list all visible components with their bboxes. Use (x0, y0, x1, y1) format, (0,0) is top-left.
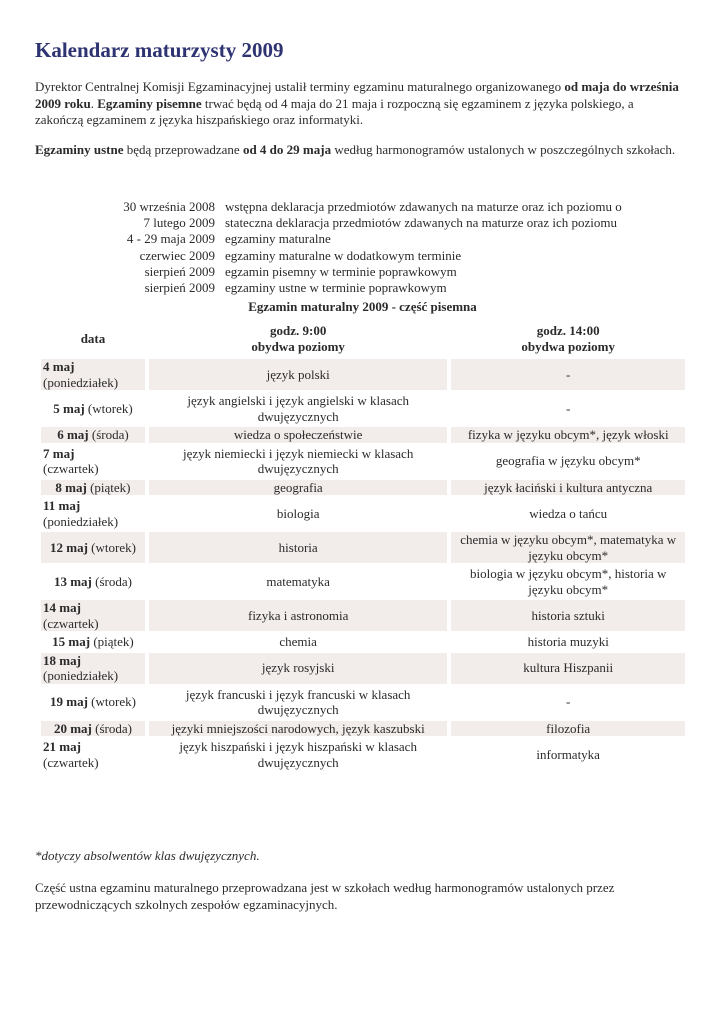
cell-date (41, 393, 145, 424)
cell-weekday: (czwartek) (43, 754, 99, 770)
table-row (41, 687, 685, 718)
cell-day: 21 maj (43, 739, 81, 754)
cell-morning-exam: historia (149, 532, 447, 563)
cell-afternoon-exam: wiedza o tańcu (529, 505, 608, 521)
table-row (41, 653, 685, 684)
cell-morning-exam: język polski (149, 359, 447, 390)
header-date: data (80, 330, 106, 346)
cell-date (41, 532, 145, 563)
timeline-date: 4 - 29 maja 2009 (126, 231, 215, 247)
timeline-description: stateczna deklaracja przedmiotów zdawanych na maturze oraz ich poziomu (225, 215, 617, 231)
table-row (41, 739, 685, 770)
cell-date (41, 359, 145, 390)
cell-day: 5 maj (53, 400, 85, 416)
table-row (41, 446, 685, 477)
table-row (41, 498, 685, 529)
header-morning (149, 321, 447, 356)
timeline-list (75, 199, 622, 296)
cell-day: 8 maj (55, 479, 87, 495)
cell-morning-exam: język angielski i język angielski w klasach dwujęzycznych (187, 393, 409, 424)
cell-date (41, 600, 145, 631)
table-row (41, 634, 685, 650)
intro-text-3: trwać będą od 4 maja do 21 maja i rozpoczną się egzaminem z języka polskiego, a zakończą egzaminem z języka hiszpańskiego oraz informatyki. (35, 95, 634, 127)
cell-morning-exam: matematyka (266, 573, 330, 589)
cell-day: 20 maj (53, 720, 92, 736)
timeline-date: czerwiec 2009 (139, 247, 215, 263)
intro-bold-1: od maja do września 2009 roku (35, 79, 679, 111)
timeline-description: egzaminy maturalne (225, 231, 331, 247)
oral-text-1: będą przeprowadzane (123, 142, 243, 157)
cell-morning-exam: chemia (279, 634, 317, 649)
intro-text-2: . (90, 95, 98, 111)
cell-morning-exam: język niemiecki i język niemiecki w klasach dwujęzycznych (183, 445, 414, 476)
timeline-item (75, 215, 622, 231)
cell-morning-exam: języki mniejszości narodowych, język kaszubski (149, 721, 447, 737)
cell-date (41, 446, 145, 477)
cell-day: 19 maj (50, 694, 88, 710)
footnote: *dotyczy absolwentów klas dwujęzycznych. (35, 848, 260, 863)
timeline-description: wstępna deklaracja przedmiotów zdawanych na maturze oraz ich poziomu o (225, 199, 622, 214)
table-row (41, 393, 685, 424)
cell-afternoon-exam: informatyka (536, 746, 600, 762)
closing-paragraph: Część ustna egzaminu maturalnego przeprowadzana jest w szkołach według harmonogramów ustalonych przez przewodniczących szkolnych zespołów egzaminacyjnych. (35, 880, 615, 912)
table-header-row (41, 321, 685, 356)
cell-weekday: (piątek) (93, 634, 134, 649)
header-afternoon (451, 321, 685, 356)
cell-weekday: (środa) (95, 573, 132, 589)
cell-weekday: (poniedziałek) (43, 374, 119, 390)
table-row (41, 359, 685, 390)
cell-day: 6 maj (57, 427, 89, 442)
timeline-date: sierpień 2009 (144, 280, 215, 296)
intro-bold-2: Egzaminy pisemne (97, 95, 202, 111)
cell-day: 14 maj (43, 600, 81, 615)
cell-weekday: (środa) (91, 427, 129, 442)
cell-afternoon-exam: - (566, 400, 571, 416)
timeline-item (75, 280, 622, 296)
table-body (41, 359, 685, 770)
timeline-date: sierpień 2009 (144, 263, 215, 279)
cell-morning-exam: język francuski i język francuski w klasach dwujęzycznych (185, 686, 411, 717)
header-morning-time: godz. 9:00 (270, 323, 327, 338)
oral-text-2: według harmonogramów ustalonych w poszczególnych szkołach. (331, 142, 676, 157)
cell-date (41, 721, 145, 737)
cell-afternoon-exam: fizyka w języku obcym*, język włoski (451, 427, 685, 443)
timeline-description: egzamin pisemny w terminie poprawkowym (225, 263, 457, 279)
timeline-description: egzaminy maturalne w dodatkowym terminie (225, 247, 462, 263)
table-row (41, 721, 685, 737)
cell-date (41, 480, 145, 496)
table-row (41, 600, 685, 631)
timeline-item (75, 264, 622, 280)
intro-text-1: Dyrektor Centralnej Komisji Egzaminacyjnej ustalił terminy egzaminu maturalnego organizowanego (35, 79, 565, 94)
page-title: Kalendarz maturzysty 2009 (35, 38, 284, 62)
cell-day: 15 maj (52, 634, 91, 649)
cell-date (41, 739, 145, 770)
cell-morning-exam: biologia (276, 505, 320, 521)
cell-day: 4 maj (43, 359, 75, 374)
cell-morning-exam: geografia (149, 480, 447, 496)
cell-morning-exam: wiedza o społeczeństwie (149, 427, 447, 443)
cell-weekday: (czwartek) (43, 615, 99, 631)
timeline-date: 7 lutego 2009 (143, 215, 215, 231)
cell-afternoon-exam: filozofia (451, 721, 685, 737)
cell-afternoon-exam: - (566, 694, 571, 710)
cell-morning-exam: język rosyjski (149, 653, 447, 684)
table-row (41, 427, 685, 443)
timeline-description: egzaminy ustne w terminie poprawkowym (225, 280, 447, 296)
exam-schedule-table (37, 318, 689, 773)
cell-afternoon-exam: chemia w języku obcym*, matematyka w języku obcym* (451, 532, 685, 563)
cell-date (41, 653, 145, 684)
table-row (41, 566, 685, 597)
timeline-item (75, 248, 622, 264)
cell-day: 18 maj (43, 652, 81, 668)
oral-bold-2: od 4 do 29 maja (242, 142, 332, 157)
cell-afternoon-exam: kultura Hiszpanii (451, 653, 685, 684)
cell-weekday: (wtorek) (91, 539, 136, 555)
cell-weekday: (poniedziałek) (43, 513, 119, 529)
timeline-item (75, 199, 622, 215)
cell-afternoon-exam: język łaciński i kultura antyczna (451, 480, 685, 496)
table-row (41, 480, 685, 496)
header-afternoon-time: godz. 14:00 (536, 323, 600, 338)
cell-date (41, 634, 145, 650)
cell-afternoon-exam: historia sztuki (451, 600, 685, 631)
cell-afternoon-exam: biologia w języku obcym*, historia w języku obcym* (469, 566, 667, 597)
header-morning-level: obydwa poziomy (251, 338, 345, 354)
cell-afternoon-exam: historia muzyki (527, 634, 609, 649)
cell-weekday: (poniedziałek) (43, 668, 119, 683)
cell-weekday: (wtorek) (87, 400, 133, 416)
cell-date (41, 498, 145, 529)
cell-day: 11 maj (43, 498, 81, 513)
cell-date (41, 566, 145, 597)
oral-exams-paragraph (35, 142, 685, 159)
cell-afternoon-exam: geografia w języku obcym* (495, 453, 641, 469)
oral-bold-1: Egzaminy ustne (35, 142, 124, 157)
cell-weekday: (czwartek) (43, 461, 99, 476)
intro-paragraph (35, 79, 685, 129)
cell-day: 7 maj (43, 445, 75, 461)
cell-morning-exam: język hiszpański i język hiszpański w klasach dwujęzycznych (179, 739, 417, 770)
table-row (41, 532, 685, 563)
cell-day: 12 maj (50, 539, 88, 555)
cell-weekday: (środa) (95, 720, 132, 736)
timeline-date: 30 września 2008 (123, 199, 215, 214)
header-afternoon-level: obydwa poziomy (521, 338, 615, 354)
cell-date (41, 427, 145, 443)
cell-weekday: (piątek) (90, 479, 131, 495)
cell-day: 13 maj (53, 573, 92, 589)
cell-afternoon-exam: - (451, 359, 685, 390)
timeline-item (75, 231, 622, 247)
cell-morning-exam: fizyka i astronomia (149, 600, 447, 631)
cell-date (41, 687, 145, 718)
table-title: Egzamin maturalny 2009 - część pisemna (248, 299, 477, 314)
cell-weekday: (wtorek) (91, 694, 136, 710)
